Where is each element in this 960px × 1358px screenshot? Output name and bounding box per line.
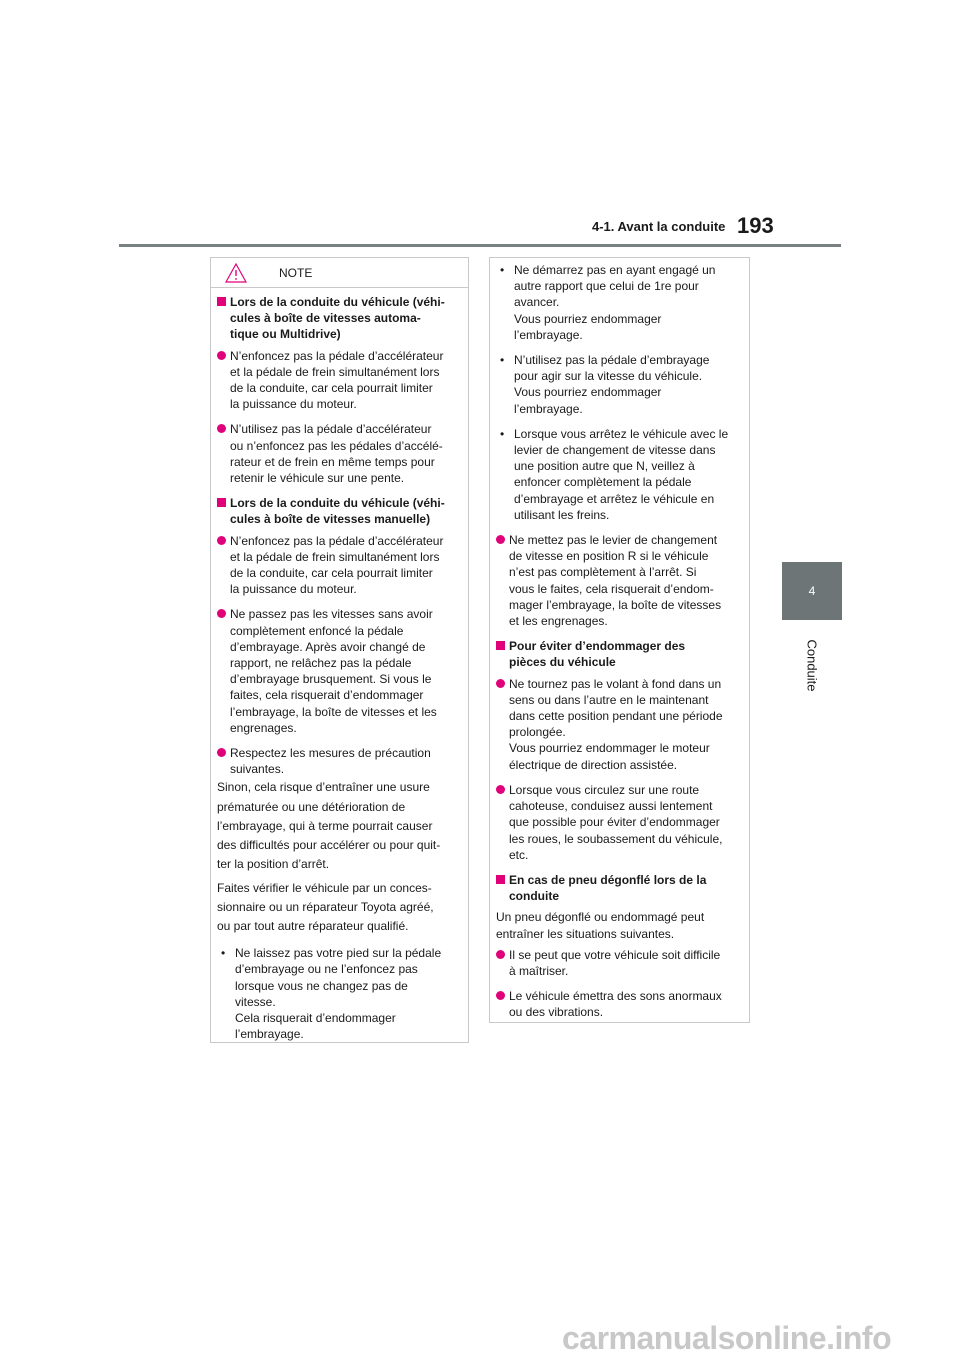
text-line: la puissance du moteur. — [230, 397, 357, 412]
text-line: Un pneu dégonflé ou endommagé peut — [496, 910, 705, 925]
heading-flat-tire — [496, 872, 743, 904]
text-line: cules à boîte de vitesses manuelle) — [230, 512, 431, 527]
circle-bullet-icon — [217, 424, 226, 433]
square-bullet-icon — [217, 297, 226, 306]
text-line: l’embrayage. — [514, 327, 583, 342]
text-line: Ne mettez pas le levier de changement — [509, 533, 718, 548]
text-line: Faites vérifier le véhicule par un conces- — [217, 880, 432, 895]
list-item — [217, 945, 462, 1042]
text-line: l’embrayage. — [235, 1027, 304, 1042]
bullet-mark: • — [221, 946, 226, 961]
square-bullet-icon — [496, 641, 505, 650]
text-line: Vous pourriez endommager le moteur — [509, 741, 710, 756]
text-line: autre rapport que celui de 1re pour — [514, 279, 699, 294]
text-line: de vitesse en position R si le véhicule — [509, 549, 709, 564]
text-line: Le véhicule émettra des sons anormaux — [509, 989, 722, 1004]
text-line: etc. — [509, 847, 529, 862]
text-line: mager l’embrayage, la boîte de vitesses — [509, 597, 722, 612]
text-line: ou n’enfoncez pas les pédales d’accélé- — [230, 438, 443, 453]
circle-bullet-icon — [217, 536, 226, 545]
text-line: électrique de direction assistée. — [509, 757, 678, 772]
list-item — [496, 676, 743, 773]
list-item — [496, 426, 743, 523]
heading-automatic — [217, 294, 462, 343]
text-line: vous le faites, cela risquerait d’endom- — [509, 581, 714, 596]
text-line: Pour éviter d’endommager des — [509, 639, 686, 654]
text-line: Ne démarrez pas en ayant engagé un — [514, 263, 716, 277]
text-line: d’embrayage. Après avoir changé de — [230, 639, 426, 654]
text-line: l’embrayage, qui à terme pourrait causer — [217, 818, 433, 833]
text-line: une position autre que N, veillez à — [514, 459, 695, 474]
text-line: utilisant les freins. — [514, 507, 610, 522]
text-line: ou des vibrations. — [509, 1005, 604, 1020]
header-rule — [119, 244, 841, 247]
list-item — [496, 947, 743, 979]
text-line: que possible pour éviter d’endommager — [509, 815, 720, 830]
text-line: Ne laissez pas votre pied sur la pédale — [235, 946, 442, 961]
note-header — [211, 258, 468, 288]
chapter-label: Conduite — [804, 639, 820, 692]
note-label: NOTE — [279, 265, 313, 280]
circle-bullet-icon — [496, 679, 505, 688]
text-line: Vous pourriez endommager — [514, 385, 662, 400]
text-line: à maîtriser. — [509, 963, 569, 978]
text-line: Lorsque vous circulez sur une route — [509, 782, 700, 797]
text-line: retenir le véhicule sur une pente. — [230, 471, 405, 486]
note-body-left — [211, 288, 468, 1042]
text-line: ou par tout autre réparateur qualifié. — [217, 918, 409, 933]
text-line: N’utilisez pas la pédale d’embrayage — [514, 353, 710, 368]
text-line: et la pédale de frein simultanément lors — [230, 549, 440, 564]
list-item — [496, 782, 743, 863]
text-line: Ne tournez pas le volant à fond dans un — [509, 676, 722, 691]
circle-bullet-icon — [496, 535, 505, 544]
square-bullet-icon — [496, 875, 505, 884]
text-line: avancer. — [514, 295, 560, 310]
text-line: la puissance du moteur. — [230, 582, 357, 597]
text-line: Il se peut que votre véhicule soit difficile — [509, 947, 721, 962]
text-line: Sinon, cela risque d’entraîner une usure — [217, 780, 430, 795]
text-line: engrenages. — [230, 720, 297, 735]
list-item — [217, 348, 462, 413]
text-line: complètement enfoncé la pédale — [230, 623, 404, 638]
list-item — [496, 262, 743, 343]
text-line: N’utilisez pas la pédale d’accélérateur — [230, 422, 432, 437]
text-line: d’embrayage ou ne l’enfoncez pas — [235, 962, 418, 977]
text-line: tique ou Multidrive) — [230, 327, 341, 342]
text-line: l’embrayage. — [514, 401, 583, 416]
text-line: entraîner les situations suivantes. — [496, 926, 675, 941]
note-box-right — [489, 257, 750, 1023]
note-body-right — [490, 258, 749, 1021]
list-item — [496, 352, 743, 417]
text-line: cules à boîte de vitesses automa- — [230, 311, 421, 326]
list-item — [217, 421, 462, 486]
text-line: ter la position d’arrêt. — [217, 857, 330, 872]
paragraph — [496, 909, 743, 941]
page-number: 193 — [737, 213, 774, 238]
text-line: prolongée. — [509, 725, 566, 740]
text-line: suivantes. — [230, 762, 285, 777]
text-line: et la pédale de frein simultanément lors — [230, 364, 440, 379]
list-item — [217, 745, 462, 777]
text-line: d’embrayage et arrêtez le véhicule en — [514, 491, 715, 506]
section-title: 4-1. Avant la conduite — [592, 219, 726, 234]
text-line: d’embrayage brusquement. Si vous le — [230, 672, 432, 687]
bullet-mark: • — [500, 426, 505, 441]
circle-bullet-icon — [496, 991, 505, 1000]
paragraph — [217, 879, 462, 937]
circle-bullet-icon — [217, 351, 226, 360]
text-line: lorsque vous ne changez pas de — [235, 978, 408, 993]
text-line: Respectez les mesures de précaution — [230, 746, 431, 761]
list-item — [217, 533, 462, 598]
text-line: n’est pas complètement à l’arrêt. Si — [509, 565, 697, 580]
text-line: pour agir sur la vitesse du véhicule. — [514, 369, 703, 384]
text-line: Ne passez pas les vitesses sans avoir — [230, 607, 433, 622]
text-line: N’enfoncez pas la pédale d’accélérateur — [230, 533, 444, 548]
text-line: levier de changement de vitesse dans — [514, 443, 716, 458]
text-line: sens ou dans l’autre en le maintenant — [509, 692, 709, 707]
text-line: des difficultés pour accélérer ou pour quit- — [217, 838, 441, 853]
text-line: Lors de la conduite du véhicule (véhi- — [230, 295, 445, 309]
text-line: conduite — [509, 889, 559, 904]
text-line: Lors de la conduite du véhicule (véhi- — [230, 496, 445, 511]
circle-bullet-icon — [496, 785, 505, 794]
circle-bullet-icon — [217, 748, 226, 757]
text-line: prématurée ou une détérioration de — [217, 799, 406, 814]
page-header — [0, 0, 960, 250]
text-line: de la conduite, car cela pourrait limiter — [230, 566, 433, 581]
text-line: En cas de pneu dégonflé lors de la — [509, 872, 707, 887]
watermark-text: carmanualsonline.info — [562, 1320, 892, 1356]
text-line: vitesse. — [235, 994, 276, 1009]
text-line: rapport, ne relâchez pas la pédale — [230, 656, 412, 671]
text-line: pièces du véhicule — [509, 655, 616, 670]
text-line: les roues, le soubassement du véhicule, — [509, 831, 723, 846]
square-bullet-icon — [217, 498, 226, 507]
chapter-tab[interactable] — [782, 562, 842, 620]
heading-avoid-damage — [496, 638, 743, 670]
text-line: Cela risquerait d’endommager — [235, 1010, 396, 1025]
paragraph — [217, 778, 462, 874]
text-line: l’embrayage, la boîte de vitesses et les — [230, 704, 437, 719]
list-item — [217, 606, 462, 736]
text-line: N’enfoncez pas la pédale d’accélérateur — [230, 348, 444, 363]
text-line: cahoteuse, conduisez aussi lentement — [509, 799, 713, 814]
text-line: Vous pourriez endommager — [514, 311, 662, 326]
text-line: enfoncer complètement la pédale — [514, 475, 692, 490]
text-line: faites, cela risquerait d’endommager — [230, 688, 424, 703]
text-line: Lorsque vous arrêtez le véhicule avec le — [514, 426, 729, 441]
circle-bullet-icon — [217, 609, 226, 618]
text-line: sionnaire ou un réparateur Toyota agréé, — [217, 899, 434, 914]
heading-manual — [217, 495, 462, 527]
note-box-left — [210, 257, 469, 1043]
list-item — [496, 988, 743, 1020]
text-line: et les engrenages. — [509, 614, 608, 629]
circle-bullet-icon — [496, 950, 505, 959]
text-line: de la conduite, car cela pourrait limiter — [230, 381, 433, 396]
chapter-number: 4 — [808, 584, 816, 598]
text-line: dans cette position pendant une période — [509, 709, 723, 724]
bullet-mark: • — [500, 353, 505, 368]
warning-triangle-icon — [225, 263, 247, 283]
text-line: rateur et de frein en même temps pour — [230, 454, 435, 469]
list-item — [496, 532, 743, 629]
bullet-mark: • — [500, 263, 505, 277]
